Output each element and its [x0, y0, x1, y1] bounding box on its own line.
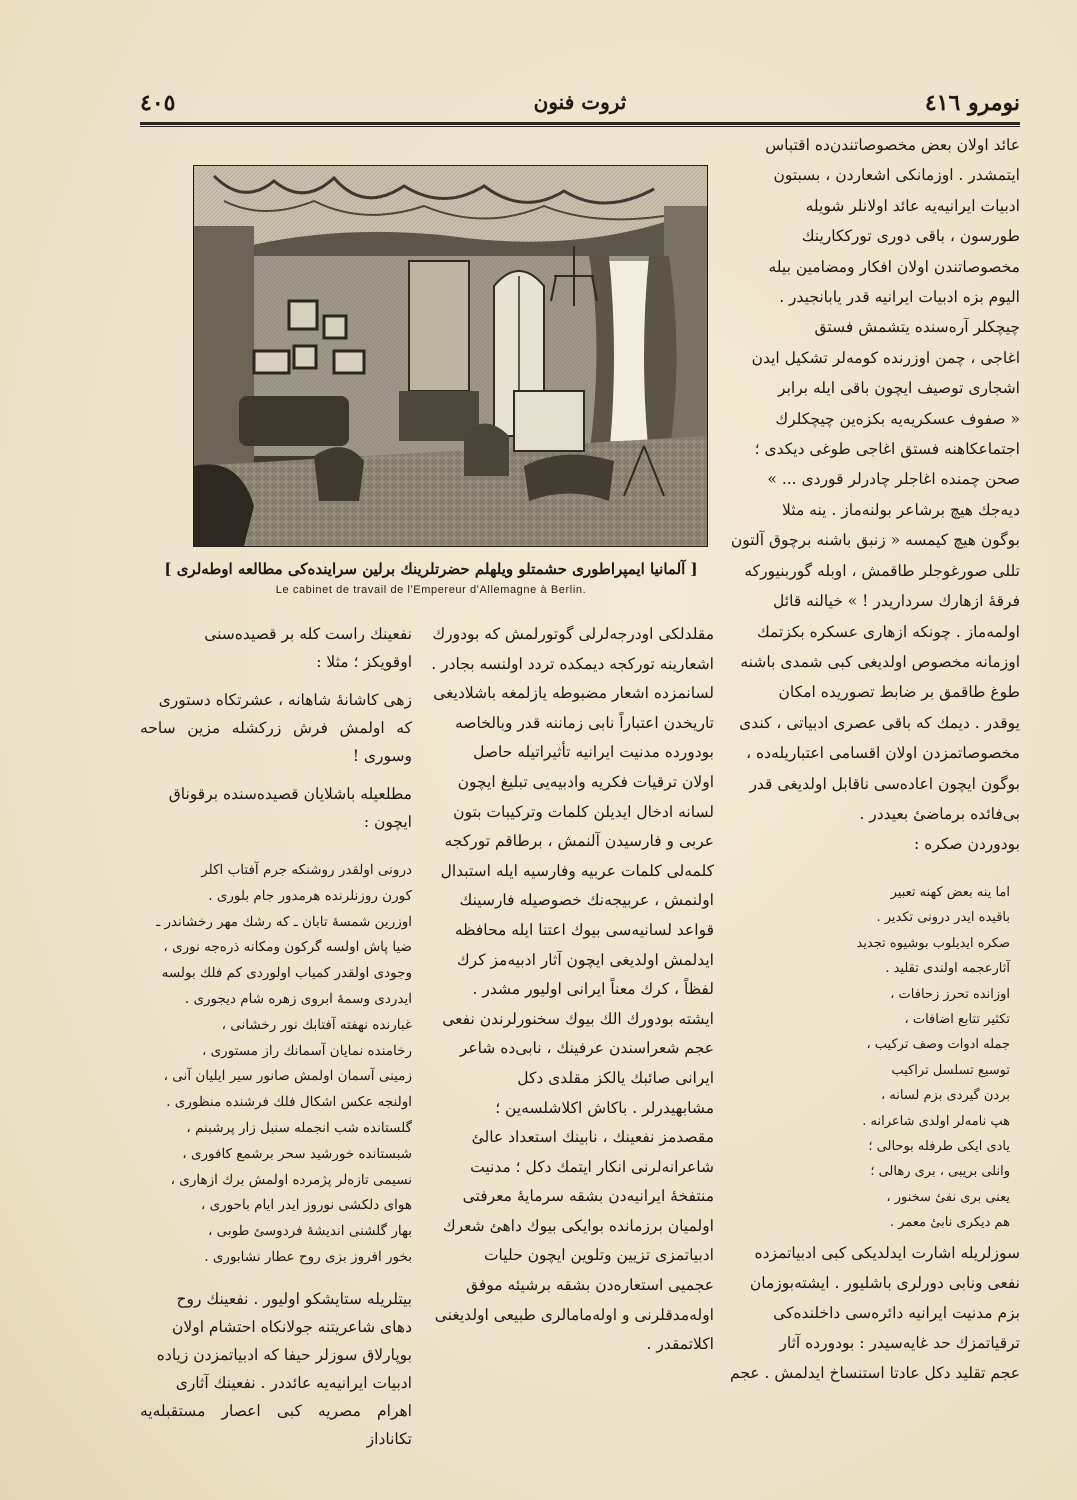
poem-line: جمله ادوات وصف تركیب ،	[866, 1037, 1010, 1053]
verse-line: كه اولمش فرش زركشله مزین ساحه وسوری !	[140, 719, 412, 765]
text-line: منتفخهٔ ایرانیه‌دن بشقه سرمایهٔ معرفتی	[462, 1187, 714, 1206]
verse-line: درونی اولقدر روشنكه جرم آفتاب اكلر	[201, 862, 412, 878]
verse-line: ایدردی وسمهٔ ابروی زهره شام دیجوری .	[184, 990, 412, 1007]
poem-line: باقیده ایدر درونی تكدیر .	[876, 910, 1010, 926]
text-line: بودوردن صكره :	[914, 835, 1020, 854]
header-rule	[140, 122, 1020, 125]
text-line: « صفوف عسكریه‌یه بكزه‌ین چیچكلرك	[775, 409, 1020, 428]
text-line: مقصدمز نفعینك ، نابینك استعداد عالئ	[471, 1128, 714, 1147]
poem-line: وانلی بریبی ، بری رهالی ؛	[870, 1164, 1010, 1180]
text-line: عربی و فارسیدن آلنمش ، برطاقم توركجه	[444, 832, 714, 851]
text-line: دهای شاعریتنه جولانكاه احتشام اولان	[171, 1317, 412, 1336]
right-column-lower	[728, 1238, 1020, 1388]
text-line: بی‌فائده برماضیٔ بعیددر .	[859, 804, 1020, 823]
study-engraving-illustration	[194, 166, 707, 546]
verse-line: اوزرین شمسهٔ تابان ـ كه رشك مهر رخشاندر ـ	[156, 913, 412, 930]
poem-line: تكثیر تتابع اضافات ،	[904, 1012, 1010, 1028]
text-line: اولنمش ، عربیجه‌نك خصوصیله فارسینك	[459, 891, 714, 910]
text-line: ایچون :	[363, 813, 412, 831]
text-line: بوگون هیچ كیمسه « زنبق باشنه برچوق آلتون	[730, 531, 1020, 550]
right-column	[728, 130, 1020, 860]
text-line: اكلاتمقدر .	[646, 1335, 714, 1354]
text-line: بزم مدنیت ایرانیه دائره‌سی داخلنده‌كی	[773, 1304, 1020, 1322]
running-header	[140, 90, 1020, 118]
text-line: شاعرانه‌لرنی انكار ایتمك دكل ؛ مدنیت	[470, 1157, 714, 1176]
verse-line: وجودی اولقدر كمیاب اولوردی كم فلك بولسه	[161, 965, 412, 982]
text-line: بیتلریله ستایشكو اولیور . نفعینك روح	[176, 1289, 412, 1308]
figure-caption-french: Le cabinet de travail de l'Empereur d'Allemagne à Berlin.	[275, 584, 587, 596]
text-line: عجم تقلید دكل عادتا استنساخ ایدلمش . عجم	[730, 1364, 1020, 1382]
journal-title: ثروت فنون	[533, 90, 627, 114]
text-line: بوگون ایچون اعاده‌سی ناقابل اولدیغی قدر	[749, 774, 1020, 793]
text-line: قواعد لسانیه‌سی بیوك اعتنا ایله محافظه	[454, 920, 714, 939]
figure-caption-turkish: [ آلمانیا ایمپراطوری حشمتلو ویلهلم حضرتلرینك برلین سراینده‌كی مطالعه اوطه‌لری ]	[164, 560, 698, 578]
verse-line: رخامنده نمایان آسمانك راز مستوری ،	[201, 1042, 412, 1059]
text-line: طوغ طاقمق بر ضابط تصوریده امكان	[778, 683, 1020, 702]
text-line: لسانه ادخال ایدیلن كلمات وتركیبات بتون	[453, 802, 714, 821]
text-line: بودورده مدنیت ایرانیه تأثیراتیله حاصل	[473, 743, 714, 762]
text-line: ایشته بودورك الك بیوك سخنورلرندن نفعی	[442, 1009, 714, 1028]
text-line: ایرانی صائبك یالكز مقلدی دكل	[517, 1068, 714, 1087]
study-engraving	[193, 165, 708, 547]
text-line: عائد اولان بعض مخصوصاتندن‌ده اقتباس	[765, 136, 1020, 154]
poem-line: هپ نامه‌لر اولدی شاعرانه .	[862, 1113, 1010, 1129]
text-line: لسانمزده اشعار مضبوطه یازلمغه باشلادیغی	[433, 684, 714, 703]
text-line: ادبیاتمزی تزیین وتلوین ایچون حلیات	[483, 1246, 714, 1265]
text-line: مخصوصاتندن اولان افكار ومضامین بیله	[768, 257, 1020, 276]
poem-line: آثارعجمه اولندی تقلید .	[885, 961, 1010, 977]
text-line: اولمیان برزمانده بوایكی بیوك داهئ شعرك	[442, 1216, 714, 1235]
text-line: صحن چمنده اغاجلر چادرلر قوردی ... »	[767, 470, 1020, 489]
page-number: ٤٠٥	[140, 90, 176, 116]
poem-line: یعنی بری نفیٔ سخنور ،	[886, 1189, 1010, 1205]
verse-line: شبستانده خورشید سحر برشمع كافوری ،	[182, 1145, 412, 1162]
text-line: ترقیاتمزك حد غایه‌سیدر : بودورده آثار	[779, 1334, 1020, 1352]
verse-line: نسیمی تازه‌لر پژمرده اولمش برك ازهاری ،	[170, 1171, 412, 1188]
verse-line: غبارنده نهفته آفتابك نور رخشانی ،	[221, 1016, 412, 1033]
middle-column	[426, 620, 714, 1360]
verse-line: كورن روزنلرنده هرمدور جام بلوری .	[208, 887, 412, 904]
text-line: سوزلریله اشارت ایدلدیكی كبی ادبیاتمزده	[754, 1244, 1020, 1262]
text-line: نفعینك راست كله بر قصیده‌سنی	[204, 625, 412, 643]
quoted-poem	[744, 880, 1014, 1236]
text-line: ایتمشدر . اوزمانكی اشعاردن ، بسبتون	[773, 166, 1020, 185]
text-line: تللی صورغوجلر طاقمش ، اوبله گوربنیوركه	[744, 561, 1020, 580]
text-line: مطلعیله باشلایان قصیده‌سنده برقوناق	[168, 785, 412, 803]
poem-line: یادی ایكی طرفله بوحالی ؛	[868, 1139, 1010, 1155]
text-line: تاریخدن اعتباراً نابی زماننه قدر وبالخاصه	[455, 713, 714, 732]
verse-line: ضیا پاش اولسه گركون ومكانه ذره‌جه نوری ،	[163, 939, 412, 956]
text-line: اولمه‌ماز . چونكه ازهاری عسكره بكزتمك	[756, 622, 1020, 641]
issue-number: نومرو ٤١٦	[924, 90, 1020, 116]
poem-line: هم دیكری نابیٔ معمر .	[889, 1215, 1010, 1231]
text-line: اوقویكز ؛ مثلا :	[316, 653, 412, 671]
text-line: مقلدلكی اودرجه‌لرلی گوتورلمش كه بودورك	[432, 625, 714, 643]
text-line: اغاجی ، چمن اوزرنده كومه‌لر تشكیل ایدن	[751, 348, 1020, 367]
text-line: طورسون ، باقی دوری تورككارینك	[801, 227, 1020, 246]
text-line: مخصوصاتمزدن اولان اقسامی اعتباریله‌ده ،	[746, 744, 1020, 763]
verse-line: اولنجه عكس اشكال فلك فرشنده منظوری .	[166, 1094, 412, 1111]
poem-line: بردن گیردی بزم لسانه ،	[880, 1088, 1010, 1104]
verse-line: بهار گلشنی اندیشهٔ فردوسئ طوبی ،	[207, 1223, 412, 1240]
verse-line: هوای دلكشی نوروز ایدر ایام باحوری ،	[200, 1197, 412, 1214]
text-line: نفعی ونابی دورلری باشلیور . ایشته‌بوزمان	[749, 1274, 1020, 1292]
text-line: اشعارینه توركجه دیمكده تردد اولنسه بجادر .	[431, 654, 714, 673]
text-line: ایدلمش اولدیغی ایچون آثار ادبیه‌مز كرك	[456, 950, 714, 969]
text-line: الیوم بزه ادبیات ایرانیه قدر یابانجیدر .	[779, 288, 1020, 307]
text-line: عجمیی استعاره‌دن بشقه برشیئه موفق	[465, 1276, 714, 1295]
text-line: اولان ترقیات فكریه وادبیه‌یی تبلیغ ایچون	[457, 772, 714, 791]
poem-line: اما ینه بعض كهنه تعبیر	[890, 885, 1010, 900]
text-line: اوله‌مدقلرنی و اوله‌مامالری طبیعی اولدیغنی	[434, 1305, 714, 1324]
text-line: ادبیات ایرانیه‌یه عائددر . نفعینك آثاری	[175, 1373, 412, 1392]
poem-line: صكره ایدیلوب بوشیوه تجدید	[856, 935, 1010, 951]
text-line: فرقهٔ ازهارك سرداریدر ! » خیالنه قائل	[773, 592, 1020, 611]
text-line: كلمه‌لی كلمات عربیه وفارسیه ایله استبدال	[440, 861, 714, 880]
verse-line: زهی كاشانهٔ شاهانه ، عشرتكاه دستوری	[158, 691, 412, 709]
verse-line: گلستانده شب انجمله سنبل زار پرشبنم ،	[186, 1119, 412, 1136]
text-line: اهرام مصریه كبی اعصار مستقبله‌یه تكاناداز	[140, 1401, 412, 1448]
poem-line: اوزانده تحرز زحافات ،	[890, 986, 1010, 1002]
verse-line: زمینی آسمان اولمش صانور سیر ایلیان آنی ،	[163, 1068, 412, 1085]
verse-line: بخور افروز بزی روح عطار نشابوری .	[204, 1248, 412, 1265]
header-rule-thin	[140, 126, 1020, 127]
text-line: چیچكلر آره‌سنده یتشمش فستق	[814, 318, 1020, 337]
text-line: اوزمانه مخصوص اولدیغی كبی شمدی باشنه	[740, 652, 1020, 671]
text-line: دیه‌جك هیچ برشاعر بولنه‌ماز . ینه مثلا	[782, 500, 1020, 519]
text-line: عجم شعراسندن عرفینك ، نابی‌ده شاعر	[459, 1039, 714, 1058]
poem-line: توسیع تسلسل تراكیب	[891, 1062, 1010, 1078]
text-line: اشجاری توصیف ایچون باقی ایله برابر	[778, 379, 1020, 398]
text-line: ادبیات ایرانیه‌یه عائد اولانلر شویله	[805, 196, 1020, 215]
text-line: مشابهیدرلر . باكاش اكلاشلسه‌ین ؛	[495, 1098, 714, 1117]
text-line: بوپارلاق سوزلر حیفا كه ادبیاتمزدن زیاده	[156, 1345, 412, 1364]
text-line: یوقدر . دیمك كه باقی عصری ادبیاتی ، كندی	[739, 713, 1020, 732]
left-column	[140, 620, 412, 1453]
text-line: اجتماعكاهنه فستق اغاجی طوغی دیكدی ؛	[754, 440, 1020, 459]
text-line: لفظاً ، كرك معناً ایرانی اولیور مشدر .	[472, 980, 714, 999]
